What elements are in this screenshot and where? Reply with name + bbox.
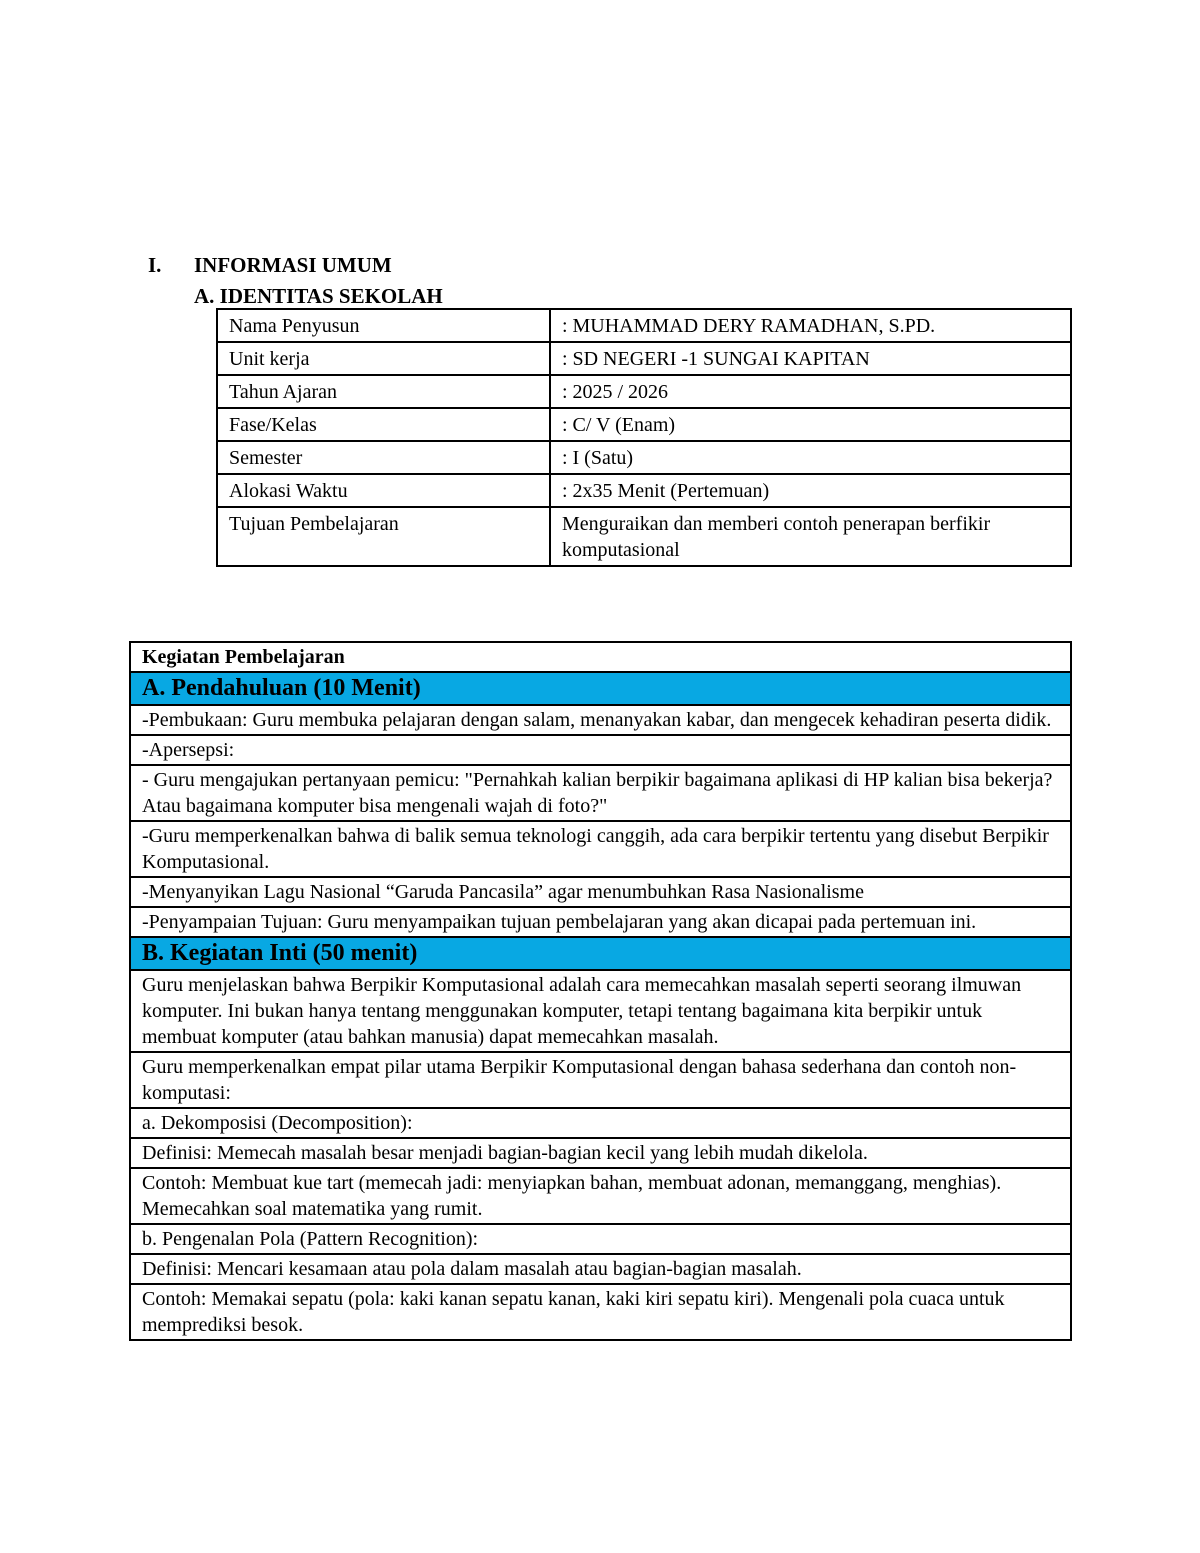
table-row (217, 342, 1071, 375)
section-title: INFORMASI UMUM (194, 253, 392, 277)
activity-cell: -Guru memperkenalkan bahwa di balik semua teknologi canggih, ada cara berpikir tertentu yang disebut Berpikir Komputasional. (130, 821, 1071, 877)
table-row (217, 309, 1071, 342)
table-row (130, 765, 1071, 821)
activity-cell: Guru menjelaskan bahwa Berpikir Komputasional adalah cara memecahkan masalah seperti seorang ilmuwan komputer. Ini bukan hanya tentang menggunakan komputer, tetapi tentang bagaimana kita berpikir untuk membuat komputer (atau bahkan manusia) dapat memecahkan masalah. (130, 970, 1071, 1052)
table-row (130, 970, 1071, 1052)
section-subtitle: A. IDENTITAS SEKOLAH (194, 284, 443, 308)
table-row (130, 1168, 1071, 1224)
identity-value: Menguraikan dan memberi contoh penerapan berfikir komputasional (550, 507, 1071, 566)
activity-cell: -Pembukaan: Guru membuka pelajaran dengan salam, menanyakan kabar, dan mengecek kehadiran peserta didik. (130, 705, 1071, 735)
identity-label: Fase/Kelas (217, 408, 550, 441)
table-row (130, 1138, 1071, 1168)
table-row (130, 642, 1071, 672)
table-row (130, 735, 1071, 765)
activity-cell: - Guru mengajukan pertanyaan pemicu: "Pernahkah kalian berpikir bagaimana aplikasi di HP kalian bisa bekerja? Atau bagaimana komputer bisa mengenali wajah di foto?" (130, 765, 1071, 821)
table-row (130, 937, 1071, 970)
table-row (130, 1108, 1071, 1138)
table-row (217, 507, 1071, 566)
activity-cell: a. Dekomposisi (Decomposition): (130, 1108, 1071, 1138)
table-row (130, 907, 1071, 937)
table-row (130, 821, 1071, 877)
activity-cell: Contoh: Memakai sepatu (pola: kaki kanan sepatu kanan, kaki kiri sepatu kiri). Mengenali pola cuaca untuk memprediksi besok. (130, 1284, 1071, 1340)
table-row (217, 441, 1071, 474)
identity-value: : 2x35 Menit (Pertemuan) (550, 474, 1071, 507)
table-row (130, 1254, 1071, 1284)
activity-cell: -Penyampaian Tujuan: Guru menyampaikan tujuan pembelajaran yang akan dicapai pada pertemuan ini. (130, 907, 1071, 937)
activity-cell: b. Pengenalan Pola (Pattern Recognition): (130, 1224, 1071, 1254)
activity-cell: Contoh: Membuat kue tart (memecah jadi: menyiapkan bahan, membuat adonan, memanggang, menghias). Memecahkan soal matematika yang rumit. (130, 1168, 1071, 1224)
activity-cell: Definisi: Mencari kesamaan atau pola dalam masalah atau bagian-bagian masalah. (130, 1254, 1071, 1284)
activities-title: Kegiatan Pembelajaran (130, 642, 1071, 672)
table-row (130, 1284, 1071, 1340)
identity-label: Semester (217, 441, 550, 474)
table-row (217, 375, 1071, 408)
activity-cell: Guru memperkenalkan empat pilar utama Berpikir Komputasional dengan bahasa sederhana dan contoh non-komputasi: (130, 1052, 1071, 1108)
activities-table (129, 641, 1072, 1341)
identity-label: Tujuan Pembelajaran (217, 507, 550, 566)
table-row (130, 705, 1071, 735)
pendahuluan-heading: A. Pendahuluan (10 Menit) (130, 672, 1071, 705)
identity-label: Alokasi Waktu (217, 474, 550, 507)
table-row (130, 1052, 1071, 1108)
table-row (217, 474, 1071, 507)
identity-value: : MUHAMMAD DERY RAMADHAN, S.PD. (550, 309, 1071, 342)
identity-value: : SD NEGERI -1 SUNGAI KAPITAN (550, 342, 1071, 375)
activity-cell: -Apersepsi: (130, 735, 1071, 765)
identity-label: Tahun Ajaran (217, 375, 550, 408)
identity-value: : I (Satu) (550, 441, 1071, 474)
table-row (130, 672, 1071, 705)
identity-label: Nama Penyusun (217, 309, 550, 342)
table-row (217, 408, 1071, 441)
section-heading (148, 252, 392, 278)
identity-label: Unit kerja (217, 342, 550, 375)
activity-cell: Definisi: Memecah masalah besar menjadi bagian-bagian kecil yang lebih mudah dikelola. (130, 1138, 1071, 1168)
inti-heading: B. Kegiatan Inti (50 menit) (130, 937, 1071, 970)
identity-value: : 2025 / 2026 (550, 375, 1071, 408)
identity-value: : C/ V (Enam) (550, 408, 1071, 441)
activity-cell: -Menyanyikan Lagu Nasional “Garuda Pancasila” agar menumbuhkan Rasa Nasionalisme (130, 877, 1071, 907)
table-row (130, 1224, 1071, 1254)
section-number: I. (148, 253, 162, 277)
identity-table (216, 308, 1072, 567)
table-row (130, 877, 1071, 907)
